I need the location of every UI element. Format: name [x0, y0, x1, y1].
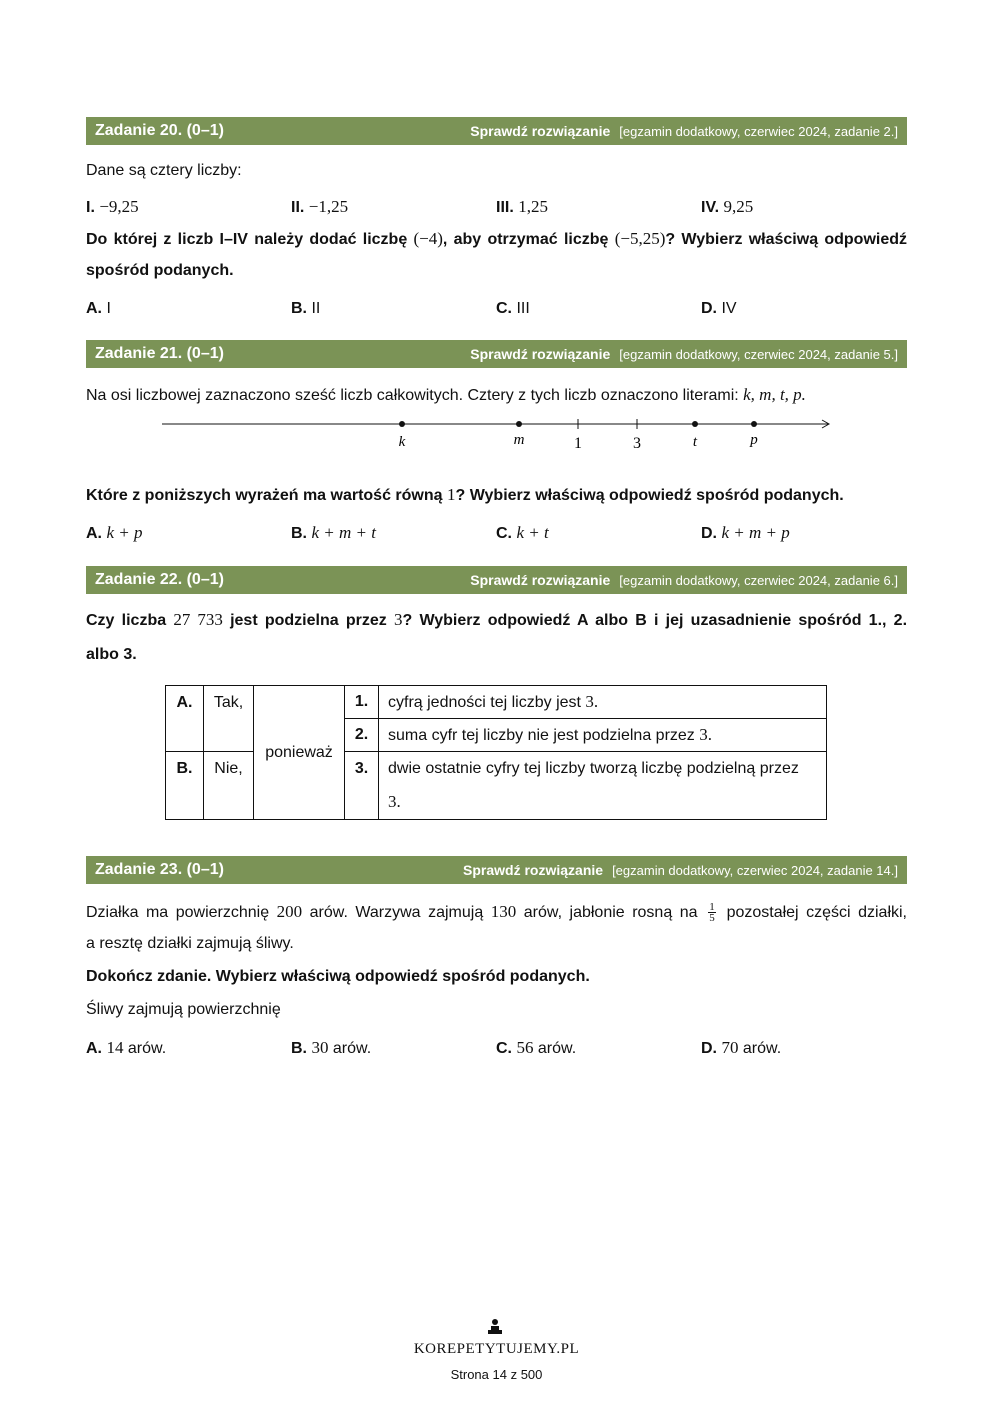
task-23-check-link[interactable]: Sprawdź rozwiązanie	[463, 862, 604, 878]
teacher-logo-icon	[486, 1318, 504, 1336]
task-20-numbers	[86, 197, 907, 217]
task-22-question: Czy liczba 27 733 jest podzielna przez 3? Wybierz odpowiedź A albo B i jej uzasadnienie spośród 1., 2.	[86, 610, 908, 629]
page-number: Strona 14 z 500	[450, 1367, 543, 1382]
number-iii: III. 1,25	[496, 197, 548, 216]
answer-option-d[interactable]: D. IV	[701, 300, 737, 317]
point-k-dot	[399, 421, 405, 427]
answer-option-a[interactable]: A. I	[86, 300, 111, 317]
because-cell: ponieważ	[254, 686, 345, 820]
task-22-source: [egzamin dodatkowy, czerwiec 2024, zadanie 6.]	[619, 572, 898, 588]
answer-option-b[interactable]: B. II	[291, 300, 321, 317]
point-k-label: k	[398, 434, 406, 450]
answer-option-d[interactable]: D. 70 arów.	[701, 1038, 782, 1057]
reason-2-number[interactable]: 2.	[345, 719, 379, 752]
tick-1-label: 1	[574, 435, 582, 452]
reason-2-text: suma cyfr tej liczby nie jest podzielna przez 3.	[379, 719, 827, 752]
answer-option-b[interactable]: B. k + m + t	[291, 523, 376, 542]
reason-3-number[interactable]: 3.	[345, 752, 379, 820]
point-p-dot	[751, 421, 757, 427]
answer-option-b[interactable]: B. 30 arów.	[291, 1038, 372, 1057]
task-21-question: Które z poniższych wyrażeń ma wartość równą 1? Wybierz właściwą odpowiedź spośród podanych.	[86, 485, 844, 504]
task-20-source: [egzamin dodatkowy, czerwiec 2024, zadanie 2.]	[619, 123, 898, 139]
fraction: $\frac{1}{5}$	[709, 901, 715, 925]
task-20-header	[86, 117, 907, 145]
point-m-dot	[516, 421, 522, 427]
option-a-text: Tak,	[204, 686, 254, 752]
task-23-options	[86, 1038, 907, 1058]
point-m-label: m	[513, 432, 525, 448]
number-iv: IV. 9,25	[701, 197, 754, 216]
task-20-check-link[interactable]: Sprawdź rozwiązanie	[470, 123, 611, 139]
task-23-paragraph: Działka ma powierzchnię 200 arów. Warzywa zajmują 130 arów, jabłonie rosną na $\frac{1}{5}$ pozostałej części działki,	[86, 901, 907, 925]
reason-1-number[interactable]: 1.	[345, 686, 379, 719]
answer-option-a[interactable]: A. 14 arów.	[86, 1038, 167, 1057]
task-22-title: Zadanie 22. (0–1)	[95, 571, 224, 588]
task-20-question: Do której z liczb I–IV należy dodać liczbę (−4), aby otrzymać liczbę (−5,25)? Wybierz właściwą odpowiedź	[86, 229, 908, 248]
task-22-header	[86, 566, 907, 594]
answer-option-c[interactable]: C. k + t	[496, 523, 549, 542]
point-t-label: t	[692, 434, 698, 450]
task-22-question-line2: albo 3.	[86, 646, 137, 663]
option-a-label[interactable]: A.	[166, 686, 204, 752]
point-t-dot	[692, 421, 698, 427]
task-23-source: [egzamin dodatkowy, czerwiec 2024, zadanie 14.]	[612, 862, 898, 878]
task-23-stem: Śliwy zajmują powierzchnię	[86, 1001, 281, 1018]
task-23-title: Zadanie 23. (0–1)	[95, 861, 224, 878]
tick-3-label: 3	[633, 435, 641, 452]
task-21-intro: Na osi liczbowej zaznaczono sześć liczb całkowitych. Cztery z tych liczb oznaczono literami: k, m, t, p.	[86, 385, 806, 404]
task-20-title: Zadanie 20. (0–1)	[95, 122, 224, 139]
task-23-header	[86, 856, 907, 884]
task-23-paragraph-line2: a resztę działki zajmują śliwy.	[86, 935, 294, 952]
task-21-check-link[interactable]: Sprawdź rozwiązanie	[470, 346, 611, 362]
number-ii: II. −1,25	[291, 197, 349, 216]
task-21-title: Zadanie 21. (0–1)	[95, 345, 224, 362]
answer-option-a[interactable]: A. k + p	[86, 523, 143, 542]
point-p-label: p	[750, 432, 758, 448]
answer-option-d[interactable]: D. k + m + p	[701, 523, 790, 542]
answer-option-c[interactable]: C. III	[496, 300, 530, 317]
reason-1-text: cyfrą jedności tej liczby jest 3.	[379, 686, 827, 719]
brand-name[interactable]: KOREPETYTUJEMY.PL	[413, 1341, 580, 1357]
task-20-options	[86, 300, 907, 318]
task-21-source: [egzamin dodatkowy, czerwiec 2024, zadanie 5.]	[619, 346, 898, 362]
task-21-options	[86, 523, 907, 543]
number-line	[160, 412, 835, 457]
number-i: I. −9,25	[86, 197, 139, 216]
task-20-intro: Dane są cztery liczby:	[86, 162, 242, 179]
reason-3-text: dwie ostatnie cyfry tej liczby tworzą liczbę podzielną przez 3.	[379, 752, 827, 820]
answer-table	[165, 685, 827, 820]
option-b-text: Nie,	[204, 752, 254, 820]
task-21-header	[86, 340, 907, 368]
option-b-label[interactable]: B.	[166, 752, 204, 820]
task-23-question: Dokończ zdanie. Wybierz właściwą odpowiedź spośród podanych.	[86, 968, 590, 985]
answer-option-c[interactable]: C. 56 arów.	[496, 1038, 577, 1057]
task-20-question-line2: spośród podanych.	[86, 262, 234, 279]
task-22-check-link[interactable]: Sprawdź rozwiązanie	[470, 572, 611, 588]
